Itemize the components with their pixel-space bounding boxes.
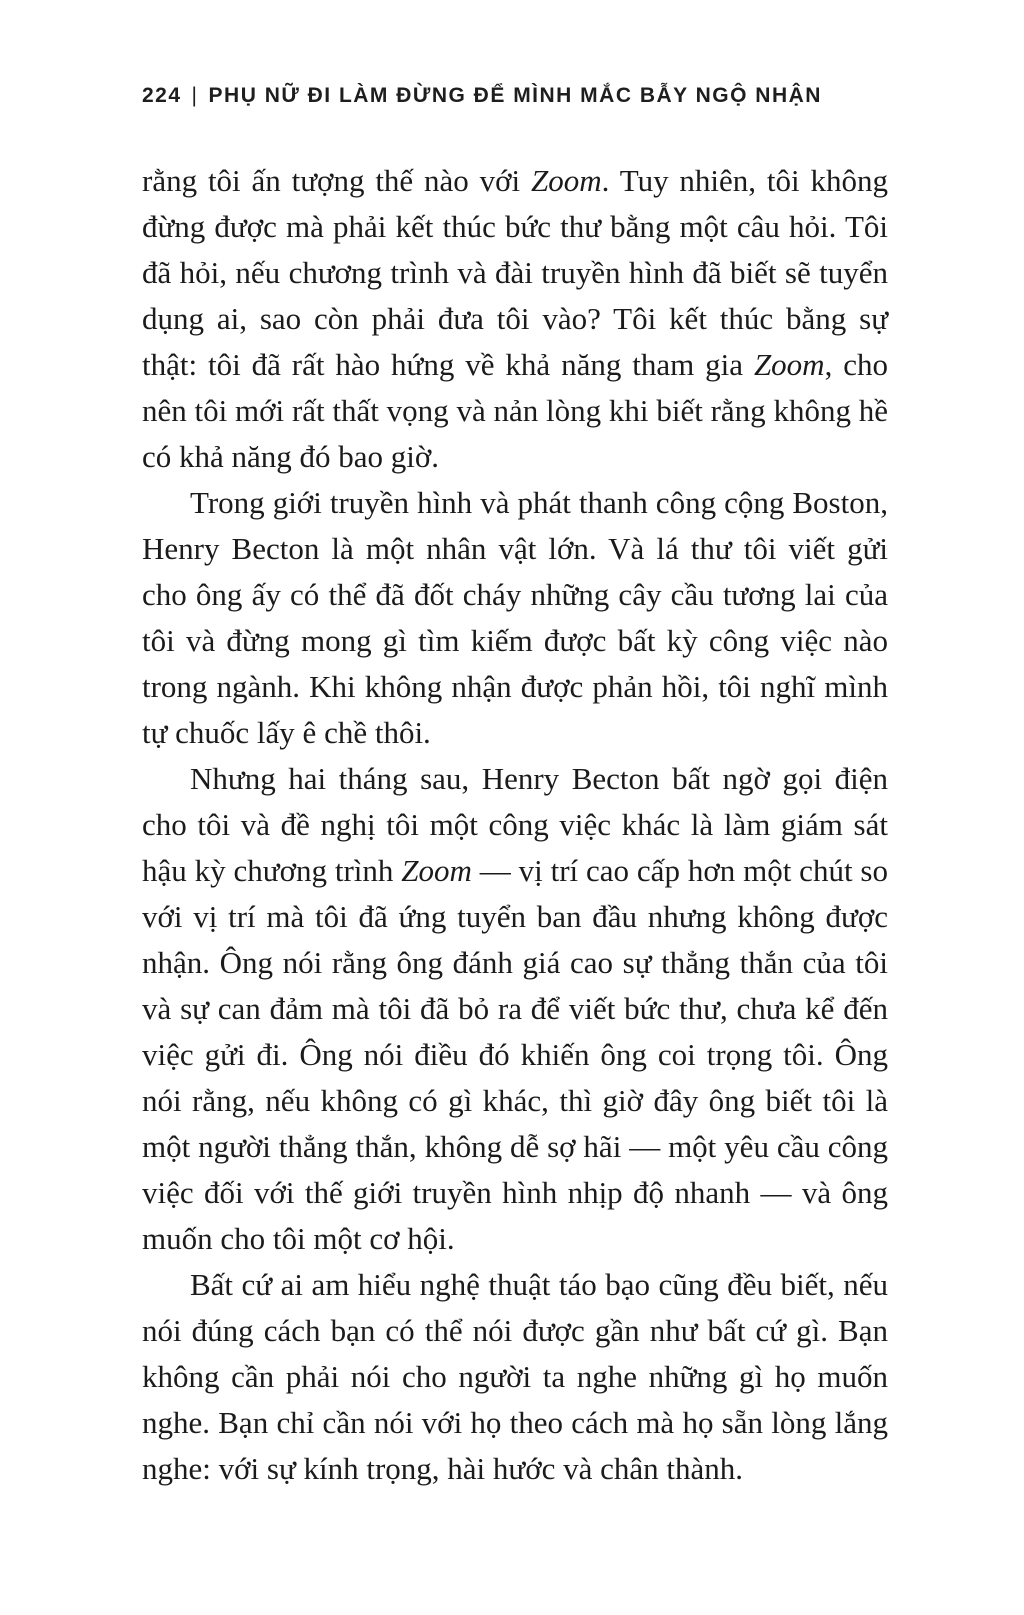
page-header [142, 84, 822, 108]
header-separator: | [191, 84, 199, 107]
paragraph-3: Nhưng hai tháng sau, Henry Becton bất ngờ gọi điện cho tôi và đề nghị tôi một công việc khác là làm giám sát hậu kỳ chương trình Zoom — vị trí cao cấp hơn một chút so với vị trí mà tôi đã ứng tuyển ban đầu nhưng không được nhận. Ông nói rằng ông đánh giá cao sự thẳng thắn của tôi và sự can đảm mà tôi đã bỏ ra để viết bức thư, chưa kể đến việc gửi đi. Ông nói điều đó khiến ông coi trọng tôi. Ông nói rằng, nếu không có gì khác, thì giờ đây ông biết tôi là một người thẳng thắn, không dễ sợ hãi — một yêu cầu công việc đối với thế giới truyền hình nhịp độ nhanh — và ông muốn cho tôi một cơ hội. [142, 761, 888, 1256]
running-title: PHỤ NỮ ĐI LÀM ĐỪNG ĐỂ MÌNH MẮC BẪY NGỘ NHẬN [208, 84, 822, 107]
body-text [142, 158, 888, 1492]
paragraph-4: Bất cứ ai am hiểu nghệ thuật táo bạo cũng đều biết, nếu nói đúng cách bạn có thể nói được gần như bất cứ gì. Bạn không cần phải nói cho người ta nghe những gì họ muốn nghe. Bạn chỉ cần nói với họ theo cách mà họ sẵn lòng lắng nghe: với sự kính trọng, hài hước và chân thành. [142, 1267, 888, 1486]
paragraph-2: Trong giới truyền hình và phát thanh công cộng Boston, Henry Becton là một nhân vật lớn. Và lá thư tôi viết gửi cho ông ấy có thể đã đốt cháy những cây cầu tương lai của tôi và đừng mong gì tìm kiếm được bất kỳ công việc nào trong ngành. Khi không nhận được phản hồi, tôi nghĩ mình tự chuốc lấy ê chề thôi. [142, 485, 888, 750]
paragraph-1: rằng tôi ấn tượng thế nào với Zoom. Tuy nhiên, tôi không đừng được mà phải kết thúc bức thư bằng một câu hỏi. Tôi đã hỏi, nếu chương trình và đài truyền hình đã biết sẽ tuyển dụng ai, sao còn phải đưa tôi vào? Tôi kết thúc bằng sự thật: tôi đã rất hào hứng về khả năng tham gia Zoom, cho nên tôi mới rất thất vọng và nản lòng khi biết rằng không hề có khả năng đó bao giờ. [142, 163, 888, 474]
page-number: 224 [142, 84, 182, 107]
